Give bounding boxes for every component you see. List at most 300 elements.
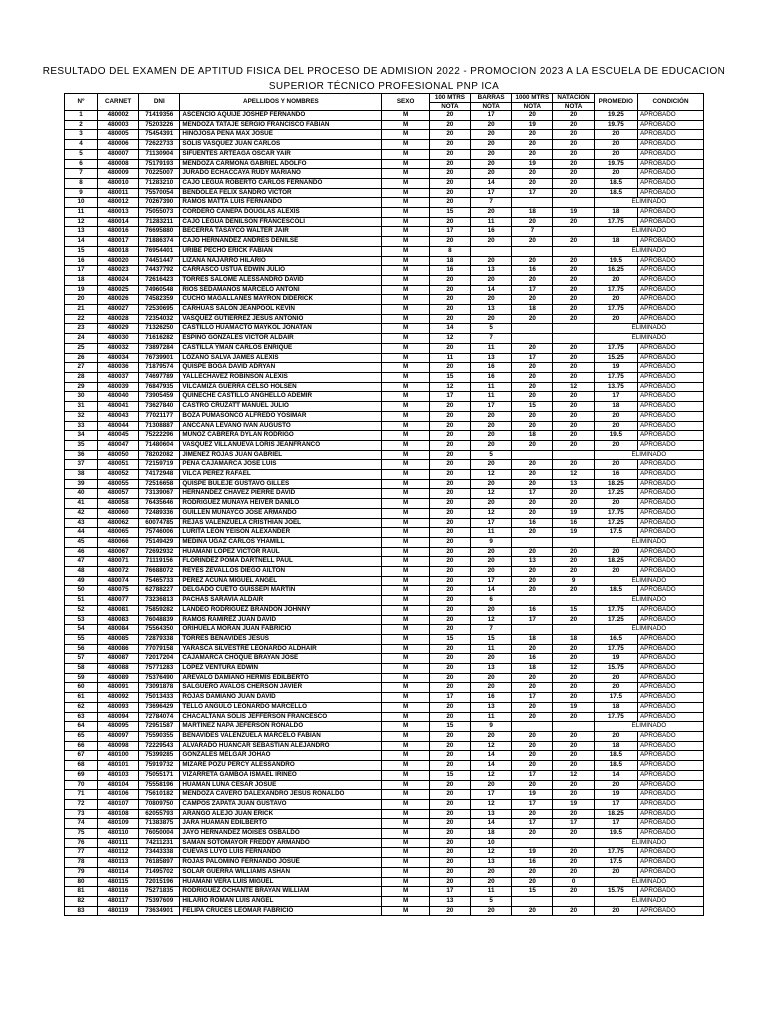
nota-barras-cell: 13 bbox=[471, 305, 512, 315]
table-row bbox=[65, 305, 704, 315]
sexo-cell: M bbox=[382, 887, 429, 897]
nota-1000m-cell: 20 bbox=[512, 343, 553, 353]
nota-natacion-cell: 20 bbox=[553, 867, 594, 877]
name-cell: ORIHUELA MORAN JUAN FABRICIO bbox=[180, 625, 382, 635]
sexo-cell: M bbox=[382, 605, 429, 615]
sexo-cell: M bbox=[382, 237, 429, 247]
nota-natacion-cell: 15 bbox=[553, 605, 594, 615]
nota-natacion-cell bbox=[553, 324, 594, 334]
carnet-cell: 480109 bbox=[97, 819, 138, 829]
promedio-cell: 20 bbox=[594, 460, 637, 470]
condicion-cell: APROBADO bbox=[637, 673, 703, 683]
nota-barras-cell: 14 bbox=[471, 751, 512, 761]
carnet-cell: 480113 bbox=[97, 858, 138, 868]
nota-100m-cell: 20 bbox=[429, 363, 470, 373]
nota-100m-cell: 20 bbox=[429, 169, 470, 179]
nota-barras-cell: 20 bbox=[471, 169, 512, 179]
table-row bbox=[65, 460, 704, 470]
promedio-cell: 18 bbox=[594, 402, 637, 412]
nota-barras-cell: 16 bbox=[471, 363, 512, 373]
dni-cell: 75859282 bbox=[139, 605, 180, 615]
sexo-cell: M bbox=[382, 334, 429, 344]
nota-100m-cell: 20 bbox=[429, 576, 470, 586]
nota-100m-cell: 20 bbox=[429, 829, 470, 839]
carnet-cell: 480040 bbox=[97, 392, 138, 402]
dni-cell: 76688072 bbox=[139, 567, 180, 577]
condicion-cell: APROBADO bbox=[637, 140, 703, 150]
sexo-cell: M bbox=[382, 644, 429, 654]
nota-100m-cell: 17 bbox=[429, 887, 470, 897]
nota-barras-cell: 14 bbox=[471, 819, 512, 829]
nota-natacion-cell: 20 bbox=[553, 111, 594, 121]
promedio-cell: 20 bbox=[594, 421, 637, 431]
nota-natacion-cell: 20 bbox=[553, 392, 594, 402]
nota-natacion-cell: 20 bbox=[553, 295, 594, 305]
promedio-cell: 17.75 bbox=[594, 848, 637, 858]
table-row bbox=[65, 702, 704, 712]
nota-100m-cell: 20 bbox=[429, 867, 470, 877]
dni-cell: 73443338 bbox=[139, 848, 180, 858]
row-number: 63 bbox=[65, 712, 98, 722]
condicion-cell: APROBADO bbox=[637, 702, 703, 712]
sexo-cell: M bbox=[382, 586, 429, 596]
name-cell: JAYO HERNANDEZ MOISES OSBALDO bbox=[180, 829, 382, 839]
row-number: 10 bbox=[65, 198, 98, 208]
dni-cell: 74960548 bbox=[139, 285, 180, 295]
nota-natacion-cell: 20 bbox=[553, 440, 594, 450]
condicion-cell: APROBADO bbox=[637, 237, 703, 247]
dni-cell: 76185897 bbox=[139, 858, 180, 868]
carnet-cell: 480023 bbox=[97, 266, 138, 276]
condicion-cell: APROBADO bbox=[637, 770, 703, 780]
dni-cell: 71886374 bbox=[139, 237, 180, 247]
table-row bbox=[65, 809, 704, 819]
name-cell: CASTILLA YMAN CARLOS ENRIQUE bbox=[180, 343, 382, 353]
name-cell: HUAMANI LOPEZ VICTOR RAUL bbox=[180, 547, 382, 557]
nota-natacion-cell: 20 bbox=[553, 421, 594, 431]
condicion-cell: APROBADO bbox=[637, 644, 703, 654]
promedio-cell: 19.25 bbox=[594, 111, 637, 121]
name-cell: VASQUEZ GUTIERREZ JESUS ANTONIO bbox=[180, 314, 382, 324]
nota-100m-cell: 20 bbox=[429, 343, 470, 353]
nota-100m-cell: 20 bbox=[429, 479, 470, 489]
row-number: 59 bbox=[65, 673, 98, 683]
carnet-cell: 480087 bbox=[97, 654, 138, 664]
condicion-cell: APROBADO bbox=[637, 780, 703, 790]
condicion-cell: APROBADO bbox=[637, 460, 703, 470]
nota-100m-cell: 20 bbox=[429, 537, 470, 547]
name-cell: ROJAS DAMIANO JUAN DAVID bbox=[180, 693, 382, 703]
name-cell: HUAMANI VERA LUIS MIGUEL bbox=[180, 877, 382, 887]
nota-100m-cell: 20 bbox=[429, 431, 470, 441]
condicion-cell: APROBADO bbox=[637, 440, 703, 450]
table-row bbox=[65, 140, 704, 150]
nota-1000m-cell: 20 bbox=[512, 906, 553, 916]
nota-100m-cell: 20 bbox=[429, 683, 470, 693]
nota-100m-cell: 18 bbox=[429, 256, 470, 266]
row-number: 64 bbox=[65, 722, 98, 732]
sexo-cell: M bbox=[382, 479, 429, 489]
nota-1000m-cell: 20 bbox=[512, 149, 553, 159]
nota-100m-cell: 20 bbox=[429, 508, 470, 518]
nota-100m-cell: 20 bbox=[429, 751, 470, 761]
row-number: 24 bbox=[65, 334, 98, 344]
nota-natacion-cell: 20 bbox=[553, 858, 594, 868]
dni-cell: 72516658 bbox=[139, 479, 180, 489]
row-number: 82 bbox=[65, 896, 98, 906]
nota-natacion-cell: 12 bbox=[553, 770, 594, 780]
promedio-cell: 19.5 bbox=[594, 431, 637, 441]
name-cell: SIFUENTES ARTEAGA OSCAR YAIR bbox=[180, 149, 382, 159]
carnet-cell: 480025 bbox=[97, 285, 138, 295]
row-number: 4 bbox=[65, 140, 98, 150]
carnet-cell: 480008 bbox=[97, 159, 138, 169]
nota-natacion-cell: 12 bbox=[553, 470, 594, 480]
nota-barras-cell: 17 bbox=[471, 576, 512, 586]
carnet-cell: 480097 bbox=[97, 732, 138, 742]
name-cell: HERNANDEZ CHAVEZ PIERRE DAVID bbox=[180, 489, 382, 499]
condicion-cell: APROBADO bbox=[637, 683, 703, 693]
condicion-cell: ELIMINADO bbox=[594, 576, 703, 586]
carnet-cell: 480010 bbox=[97, 178, 138, 188]
sexo-cell: M bbox=[382, 343, 429, 353]
nota-barras-cell: 14 bbox=[471, 285, 512, 295]
name-cell: MENDOZA TATAJE SERGIO FRANCISCO FABIAN bbox=[180, 120, 382, 130]
nota-1000m-cell bbox=[512, 625, 553, 635]
promedio-cell: 17.75 bbox=[594, 712, 637, 722]
carnet-cell: 480108 bbox=[97, 809, 138, 819]
dni-cell: 71119156 bbox=[139, 557, 180, 567]
dni-cell: 75564350 bbox=[139, 625, 180, 635]
promedio-cell: 20 bbox=[594, 275, 637, 285]
carnet-cell: 480005 bbox=[97, 130, 138, 140]
row-number: 55 bbox=[65, 634, 98, 644]
nota-natacion-cell: 19 bbox=[553, 702, 594, 712]
row-number: 62 bbox=[65, 702, 98, 712]
table-row bbox=[65, 896, 704, 906]
header-condicion: CONDICIÓN bbox=[637, 94, 703, 111]
carnet-cell: 480088 bbox=[97, 664, 138, 674]
promedio-cell: 20 bbox=[594, 411, 637, 421]
dni-cell: 71326250 bbox=[139, 324, 180, 334]
condicion-cell: APROBADO bbox=[637, 353, 703, 363]
carnet-cell: 480018 bbox=[97, 246, 138, 256]
promedio-cell: 18.5 bbox=[594, 751, 637, 761]
nota-1000m-cell bbox=[512, 334, 553, 344]
carnet-cell: 480117 bbox=[97, 896, 138, 906]
condicion-cell: ELIMINADO bbox=[594, 198, 703, 208]
row-number: 50 bbox=[65, 586, 98, 596]
nota-100m-cell: 20 bbox=[429, 149, 470, 159]
dni-cell: 73905459 bbox=[139, 392, 180, 402]
nota-natacion-cell: 9 bbox=[553, 576, 594, 586]
table-row bbox=[65, 149, 704, 159]
nota-1000m-cell: 20 bbox=[512, 479, 553, 489]
carnet-cell: 480101 bbox=[97, 761, 138, 771]
nota-100m-cell: 20 bbox=[429, 518, 470, 528]
nota-100m-cell: 20 bbox=[429, 130, 470, 140]
name-cell: GUILLEN MUNAYCO JOSE ARMANDO bbox=[180, 508, 382, 518]
carnet-cell: 480085 bbox=[97, 634, 138, 644]
condicion-cell: APROBADO bbox=[637, 208, 703, 218]
table-row bbox=[65, 275, 704, 285]
dni-cell: 76435646 bbox=[139, 499, 180, 509]
carnet-cell: 480071 bbox=[97, 557, 138, 567]
table-row bbox=[65, 586, 704, 596]
nota-barras-cell: 20 bbox=[471, 130, 512, 140]
nota-natacion-cell: 20 bbox=[553, 169, 594, 179]
dni-cell: 74451447 bbox=[139, 256, 180, 266]
nota-100m-cell: 20 bbox=[429, 411, 470, 421]
carnet-cell: 480081 bbox=[97, 605, 138, 615]
name-cell: VILCAMIZA GUERRA CELSO HOLSEN bbox=[180, 382, 382, 392]
row-number: 57 bbox=[65, 654, 98, 664]
nota-1000m-cell: 20 bbox=[512, 314, 553, 324]
nota-100m-cell: 20 bbox=[429, 906, 470, 916]
name-cell: ESPINO GONZALES VICTOR ALDAIR bbox=[180, 334, 382, 344]
sexo-cell: M bbox=[382, 634, 429, 644]
nota-natacion-cell: 20 bbox=[553, 343, 594, 353]
carnet-cell: 480114 bbox=[97, 867, 138, 877]
table-row bbox=[65, 634, 704, 644]
row-number: 52 bbox=[65, 605, 98, 615]
sexo-cell: M bbox=[382, 208, 429, 218]
sexo-cell: M bbox=[382, 683, 429, 693]
nota-barras-cell: 20 bbox=[471, 683, 512, 693]
name-cell: RODRIGUEZ MUÑAYA HEIVER DANILO bbox=[180, 499, 382, 509]
sexo-cell: M bbox=[382, 246, 429, 256]
nota-barras-cell: 20 bbox=[471, 654, 512, 664]
carnet-cell: 480024 bbox=[97, 275, 138, 285]
nota-1000m-cell: 20 bbox=[512, 256, 553, 266]
table-row bbox=[65, 596, 704, 606]
nota-100m-cell: 20 bbox=[429, 489, 470, 499]
condicion-cell: APROBADO bbox=[637, 343, 703, 353]
table-row bbox=[65, 518, 704, 528]
name-cell: CARHUAS SALON JEANPOOL KEVIN bbox=[180, 305, 382, 315]
condicion-cell: ELIMINADO bbox=[594, 246, 703, 256]
name-cell: CHACALTANA SOLIS JEFFERSON FRANCESCO bbox=[180, 712, 382, 722]
promedio-cell: 19 bbox=[594, 654, 637, 664]
promedio-cell: 15.75 bbox=[594, 887, 637, 897]
sexo-cell: M bbox=[382, 402, 429, 412]
table-row bbox=[65, 528, 704, 538]
carnet-cell: 480095 bbox=[97, 722, 138, 732]
nota-barras-cell: 20 bbox=[471, 732, 512, 742]
dni-cell: 72879338 bbox=[139, 634, 180, 644]
promedio-cell: 20 bbox=[594, 683, 637, 693]
carnet-cell: 480084 bbox=[97, 625, 138, 635]
condicion-cell: APROBADO bbox=[637, 615, 703, 625]
dni-cell: 72951587 bbox=[139, 722, 180, 732]
nota-100m-cell: 20 bbox=[429, 848, 470, 858]
promedio-cell: 19 bbox=[594, 363, 637, 373]
table-row bbox=[65, 780, 704, 790]
nota-barras-cell: 13 bbox=[471, 266, 512, 276]
nota-barras-cell: 20 bbox=[471, 411, 512, 421]
name-cell: PEREZ ACUÑA MIGUEL ANGEL bbox=[180, 576, 382, 586]
nota-100m-cell: 12 bbox=[429, 382, 470, 392]
name-cell: BENAVIDES VALENZUELA MARCELO FABIAN bbox=[180, 732, 382, 742]
nota-100m-cell: 20 bbox=[429, 741, 470, 751]
condicion-cell: APROBADO bbox=[637, 693, 703, 703]
row-number: 14 bbox=[65, 237, 98, 247]
nota-1000m-cell bbox=[512, 450, 553, 460]
nota-natacion-cell: 20 bbox=[553, 644, 594, 654]
nota-100m-cell: 15 bbox=[429, 770, 470, 780]
carnet-cell: 480009 bbox=[97, 169, 138, 179]
row-number: 15 bbox=[65, 246, 98, 256]
name-cell: YARASCA SILVESTRE LEONARDO ALDHAIR bbox=[180, 644, 382, 654]
nota-1000m-cell: 20 bbox=[512, 528, 553, 538]
table-row bbox=[65, 227, 704, 237]
name-cell: CAJO LEGUA ROBERTO CARLOS FERNANDO bbox=[180, 178, 382, 188]
header-nombres: APELLIDOS Y NOMBRES bbox=[180, 94, 382, 111]
nota-natacion-cell bbox=[553, 596, 594, 606]
nota-natacion-cell: 19 bbox=[553, 208, 594, 218]
sexo-cell: M bbox=[382, 673, 429, 683]
sexo-cell: M bbox=[382, 838, 429, 848]
nota-100m-cell: 20 bbox=[429, 596, 470, 606]
nota-barras-cell: 17 bbox=[471, 111, 512, 121]
row-number: 28 bbox=[65, 372, 98, 382]
dni-cell: 72017204 bbox=[139, 654, 180, 664]
promedio-cell: 17 bbox=[594, 819, 637, 829]
nota-barras-cell: 17 bbox=[471, 188, 512, 198]
name-cell: RIOS SEDAMANOS MARCELO ANTONI bbox=[180, 285, 382, 295]
nota-100m-cell: 20 bbox=[429, 275, 470, 285]
dni-cell: 75149429 bbox=[139, 537, 180, 547]
dni-cell: 71419356 bbox=[139, 111, 180, 121]
table-row bbox=[65, 130, 704, 140]
row-number: 27 bbox=[65, 363, 98, 373]
sexo-cell: M bbox=[382, 314, 429, 324]
name-cell: MIZARE POZU PERCY ALESSANDRO bbox=[180, 761, 382, 771]
row-number: 61 bbox=[65, 693, 98, 703]
nota-natacion-cell: 20 bbox=[553, 567, 594, 577]
nota-1000m-cell: 20 bbox=[512, 732, 553, 742]
nota-1000m-cell: 20 bbox=[512, 140, 553, 150]
nota-barras-cell: 17 bbox=[471, 402, 512, 412]
promedio-cell: 16 bbox=[594, 470, 637, 480]
nota-barras-cell: 20 bbox=[471, 479, 512, 489]
carnet-cell: 480045 bbox=[97, 431, 138, 441]
name-cell: VASQUEZ VILLANUEVA LORIS JEANFRANCO bbox=[180, 440, 382, 450]
nota-100m-cell: 20 bbox=[429, 838, 470, 848]
row-number: 37 bbox=[65, 460, 98, 470]
nota-barras-cell: 13 bbox=[471, 353, 512, 363]
name-cell: LOPEZ VENTURA EDWIN bbox=[180, 664, 382, 674]
carnet-cell: 480107 bbox=[97, 799, 138, 809]
nota-1000m-cell: 17 bbox=[512, 693, 553, 703]
sexo-cell: M bbox=[382, 809, 429, 819]
name-cell: JARA HUAMAN EDILBERTO bbox=[180, 819, 382, 829]
condicion-cell: APROBADO bbox=[637, 829, 703, 839]
nota-1000m-cell: 20 bbox=[512, 702, 553, 712]
table-row bbox=[65, 314, 704, 324]
nota-1000m-cell: 19 bbox=[512, 159, 553, 169]
table-row bbox=[65, 683, 704, 693]
condicion-cell: APROBADO bbox=[637, 809, 703, 819]
dni-cell: 75570054 bbox=[139, 188, 180, 198]
name-cell: TORRES SALOME ALESSANDRO DAVID bbox=[180, 275, 382, 285]
nota-barras-cell: 12 bbox=[471, 741, 512, 751]
condicion-cell: APROBADO bbox=[637, 149, 703, 159]
row-number: 41 bbox=[65, 499, 98, 509]
name-cell: HILARIO ROMAN LUIS ANGEL bbox=[180, 896, 382, 906]
name-cell: JURADO ECHACCAYA RUDY MARIANO bbox=[180, 169, 382, 179]
sexo-cell: M bbox=[382, 372, 429, 382]
condicion-cell: APROBADO bbox=[637, 906, 703, 916]
nota-1000m-cell: 17 bbox=[512, 799, 553, 809]
carnet-cell: 480041 bbox=[97, 402, 138, 412]
nota-natacion-cell: 12 bbox=[553, 382, 594, 392]
dni-cell: 72530695 bbox=[139, 305, 180, 315]
row-number: 20 bbox=[65, 295, 98, 305]
nota-barras-cell: 11 bbox=[471, 343, 512, 353]
promedio-cell: 19.5 bbox=[594, 256, 637, 266]
name-cell: CAJO LEGUA DENILSON FRANCESCOLI bbox=[180, 217, 382, 227]
nota-100m-cell: 15 bbox=[429, 372, 470, 382]
promedio-cell: 18.25 bbox=[594, 557, 637, 567]
name-cell: ANCCANA LEVANO IVAN AUGUSTO bbox=[180, 421, 382, 431]
nota-100m-cell: 20 bbox=[429, 586, 470, 596]
row-number: 23 bbox=[65, 324, 98, 334]
promedio-cell: 16.5 bbox=[594, 634, 637, 644]
dni-cell: 75376490 bbox=[139, 673, 180, 683]
name-cell: QUISPE BOGA DAVID ADRYAN bbox=[180, 363, 382, 373]
condicion-cell: ELIMINADO bbox=[594, 537, 703, 547]
table-row bbox=[65, 169, 704, 179]
condicion-cell: APROBADO bbox=[637, 664, 703, 674]
nota-natacion-cell: 12 bbox=[553, 664, 594, 674]
nota-100m-cell: 20 bbox=[429, 314, 470, 324]
sexo-cell: M bbox=[382, 275, 429, 285]
nota-100m-cell: 20 bbox=[429, 809, 470, 819]
table-row bbox=[65, 712, 704, 722]
nota-natacion-cell: 17 bbox=[553, 819, 594, 829]
dni-cell: 75055073 bbox=[139, 208, 180, 218]
nota-natacion-cell: 20 bbox=[553, 732, 594, 742]
dni-cell: 76739901 bbox=[139, 353, 180, 363]
nota-1000m-cell: 17 bbox=[512, 285, 553, 295]
nota-barras-cell: 14 bbox=[471, 761, 512, 771]
nota-barras-cell: 7 bbox=[471, 334, 512, 344]
nota-1000m-cell bbox=[512, 596, 553, 606]
results-table bbox=[64, 93, 704, 916]
name-cell: ASCENCIO AQUIJE JOSHEP FERNANDO bbox=[180, 111, 382, 121]
carnet-cell: 480037 bbox=[97, 372, 138, 382]
condicion-cell: ELIMINADO bbox=[594, 324, 703, 334]
table-row bbox=[65, 761, 704, 771]
sexo-cell: M bbox=[382, 499, 429, 509]
table-row bbox=[65, 470, 704, 480]
dni-cell: 75919732 bbox=[139, 761, 180, 771]
condicion-cell: APROBADO bbox=[637, 790, 703, 800]
condicion-cell: APROBADO bbox=[637, 499, 703, 509]
promedio-cell: 17.5 bbox=[594, 858, 637, 868]
row-number: 70 bbox=[65, 780, 98, 790]
condicion-cell: ELIMINADO bbox=[594, 227, 703, 237]
dni-cell: 72354032 bbox=[139, 314, 180, 324]
name-cell: MEDINA UGAZ CARLOS YHAMILL bbox=[180, 537, 382, 547]
row-number: 9 bbox=[65, 188, 98, 198]
promedio-cell: 17.25 bbox=[594, 489, 637, 499]
nota-natacion-cell: 20 bbox=[553, 372, 594, 382]
nota-natacion-cell: 20 bbox=[553, 363, 594, 373]
table-row bbox=[65, 664, 704, 674]
promedio-cell: 17.75 bbox=[594, 372, 637, 382]
